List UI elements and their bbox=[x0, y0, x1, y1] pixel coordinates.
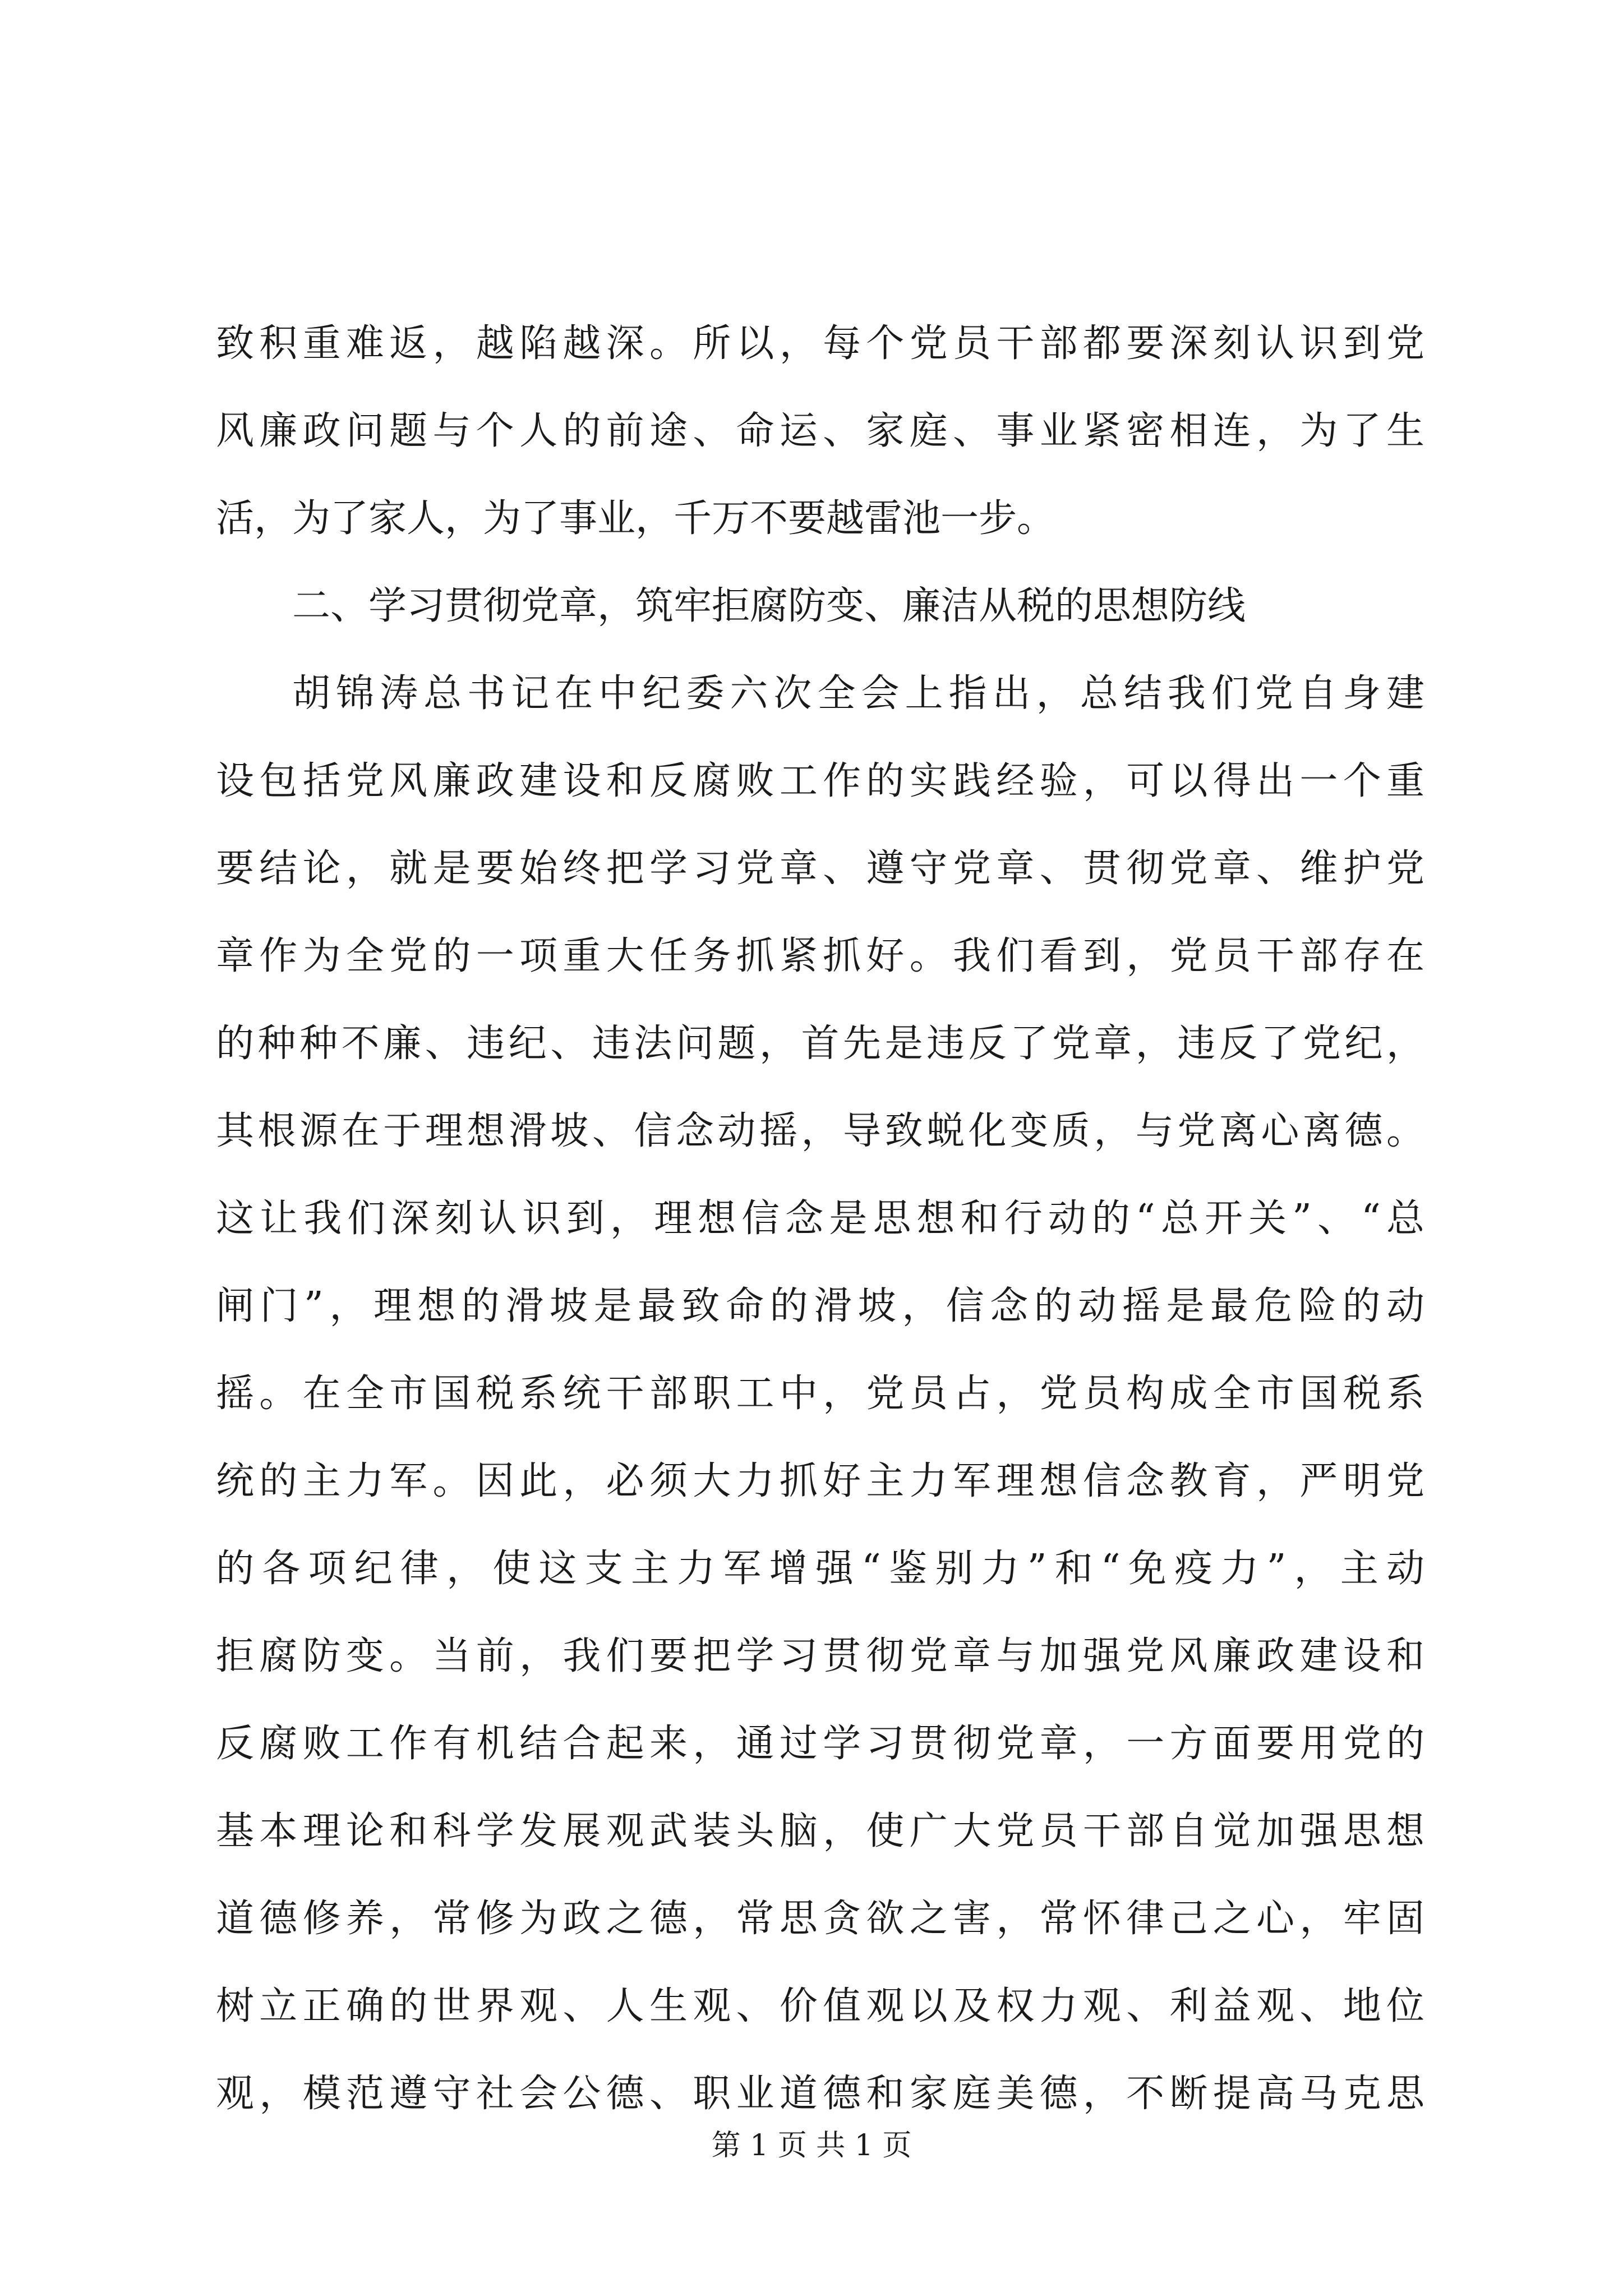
text-line: 这让我们深刻认识到，理想信念是思想和行动的“总开关”、“总 bbox=[216, 1197, 1424, 1241]
text-line: 活，为了家人，为了事业，千万不要越雷池一步。 bbox=[216, 496, 1055, 541]
text-line: 树立正确的世界观、人生观、价值观以及权力观、利益观、地位 bbox=[216, 1984, 1424, 2028]
document-body bbox=[216, 300, 1424, 2138]
text-line: 摇。在全市国税系统干部职工中，党员占，党员构成全市国税系 bbox=[216, 1372, 1424, 1416]
text-line: 统的主力军。因此，必须大力抓好主力军理想信念教育，严明党 bbox=[216, 1459, 1424, 1503]
text-line: 的各项纪律，使这支主力军增强“鉴别力”和“免疫力”，主动 bbox=[216, 1547, 1424, 1591]
text-line: 其根源在于理想滑坡、信念动摇，导致蜕化变质，与党离心离德。 bbox=[216, 1109, 1424, 1153]
section-heading: 二、学习贯彻党章，筑牢拒腐防变、廉洁从税的思想防线 bbox=[292, 584, 1246, 628]
text-line: 反腐败工作有机结合起来，通过学习贯彻党章，一方面要用党的 bbox=[216, 1722, 1424, 1766]
text-line: 闸门”，理想的滑坡是最致命的滑坡，信念的动摇是最危险的动 bbox=[216, 1284, 1424, 1328]
page-footer: 第 1 页 共 1 页 bbox=[711, 2129, 912, 2162]
text-line: 基本理论和科学发展观武装头脑，使广大党员干部自觉加强思想 bbox=[216, 1809, 1424, 1853]
text-line: 风廉政问题与个人的前途、命运、家庭、事业紧密相连，为了生 bbox=[216, 409, 1424, 453]
text-line: 胡锦涛总书记在中纪委六次全会上指出，总结我们党自身建 bbox=[292, 671, 1424, 716]
text-line: 道德修养，常修为政之德，常思贪欲之害，常怀律己之心，牢固 bbox=[216, 1897, 1424, 1941]
text-line: 拒腐防变。当前，我们要把学习贯彻党章与加强党风廉政建设和 bbox=[216, 1634, 1424, 1678]
text-line: 章作为全党的一项重大任务抓紧抓好。我们看到，党员干部存在 bbox=[216, 934, 1424, 978]
text-line: 设包括党风廉政建设和反腐败工作的实践经验，可以得出一个重 bbox=[216, 759, 1424, 803]
text-line: 的种种不廉、违纪、违法问题，首先是违反了党章，违反了党纪， bbox=[216, 1022, 1424, 1066]
text-line: 观，模范遵守社会公德、职业道德和家庭美德，不断提高马克思 bbox=[216, 2072, 1424, 2116]
text-line: 要结论，就是要始终把学习党章、遵守党章、贯彻党章、维护党 bbox=[216, 846, 1424, 891]
text-line: 致积重难返，越陷越深。所以，每个党员干部都要深刻认识到党 bbox=[216, 321, 1424, 366]
